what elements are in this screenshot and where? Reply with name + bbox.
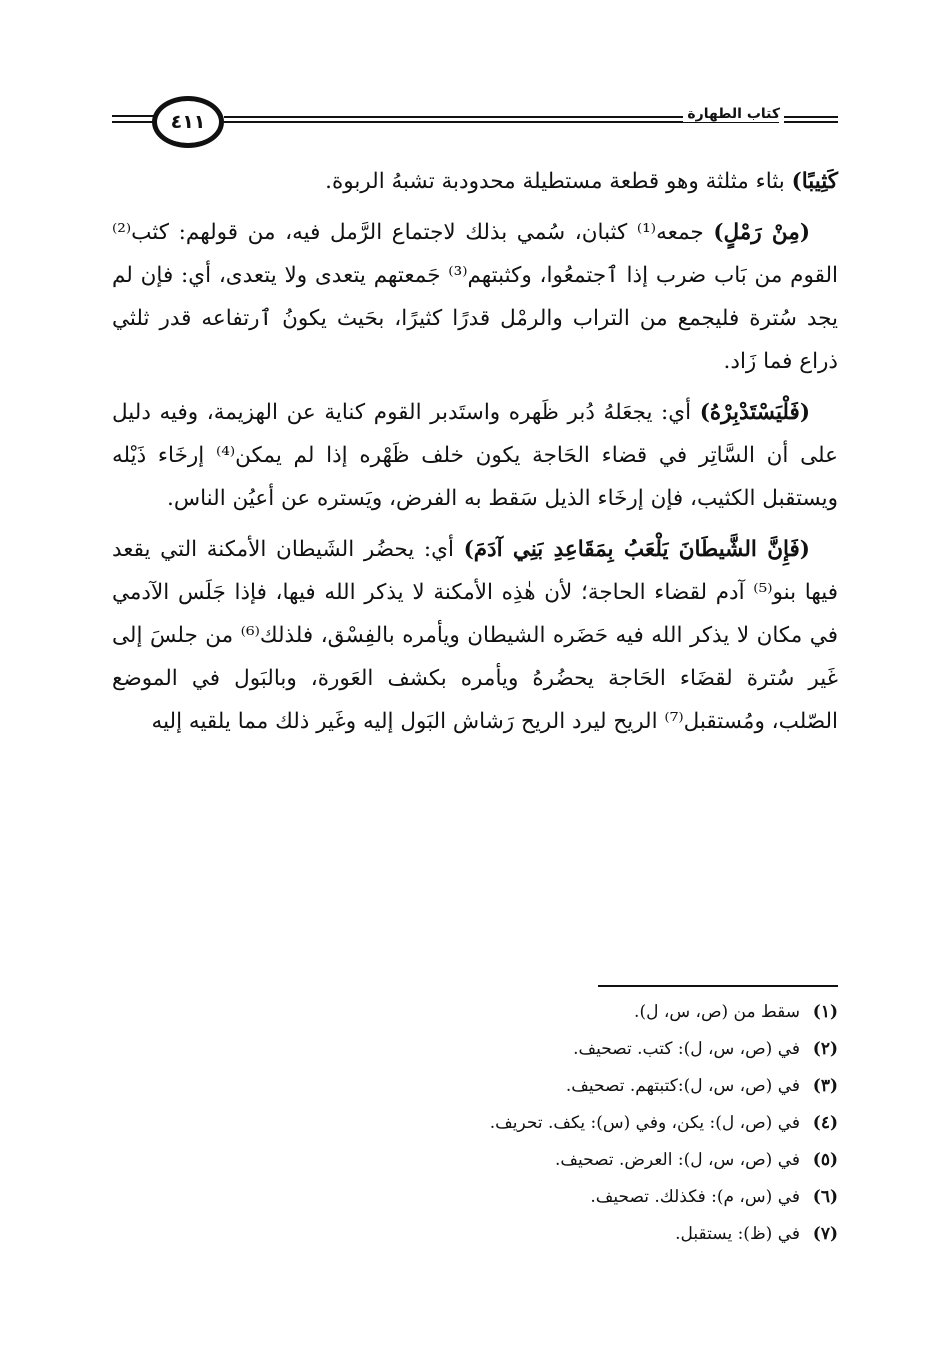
main-text bbox=[112, 160, 838, 751]
paragraph-3-text: أي: يجعَلهُ دُبر ظَهره واستَدبر القوم كناية عن الهزيمة، وفيه دليل على أن السَّاتِر في قضاء الحَاجة يكون خلف ظَهْره إذا لم يمكن⁽⁴⁾ إرخَاء ذَيْله ويستقبل الكثيب، فإن إرخَاء الذيل سَقط به الفرض، ويَستره عن أعيُن الناس. bbox=[112, 400, 838, 511]
page-number-oval bbox=[152, 96, 224, 148]
footnote-text: في (س، م): فكذلك. تصحيف. bbox=[590, 1187, 800, 1207]
footnote-number: (٢) bbox=[812, 1039, 838, 1059]
paragraph-1-text: بثاء مثلثة وهو قطعة مستطيلة محدودبة تشبهُ الربوة. bbox=[325, 169, 792, 194]
lemma-1: كَثِيبًا) bbox=[791, 169, 838, 194]
paragraph-4 bbox=[112, 528, 838, 743]
footnote-number: (٤) bbox=[812, 1113, 838, 1133]
footnotes bbox=[300, 994, 838, 1253]
header-rule-right bbox=[784, 116, 838, 123]
lemma-4: (فَإِنَّ الشَّيطَانَ يَلْعَبُ بِمَقَاعِدِ بَنِي آدَمَ) bbox=[463, 537, 810, 562]
footnote-3 bbox=[300, 1068, 838, 1105]
paragraph-4-text: أي: يحضُر الشَيطان الأمكنة التي يقعد فيها بنو⁽⁵⁾ آدم لقضاء الحاجة؛ لأن هٰذِه الأمكنة لا يذكر الله فيها، فإذا جَلَس الآدمي في مكان لا يذكر الله فيه حَضَره الشيطان ويأمره بالفِسْق، فلذلك⁽⁶⁾ من جلسَ إلى غَير سُترة لقضَاء الحَاجة يحضُرهُ ويأمره بكشف العَورة، وبالبَول في الموضع الصّلب، ومُستقبل⁽⁷⁾ الريح ليرد الريح رَشاش البَول إليه وغَير ذلك مما يلقيه إليه bbox=[112, 537, 839, 734]
footnote-2 bbox=[300, 1031, 838, 1068]
footnote-number: (٥) bbox=[812, 1150, 838, 1170]
lemma-3: (فَلْيَسْتَدْبِرْهُ) bbox=[699, 400, 810, 425]
page-header bbox=[112, 96, 838, 160]
footnote-6 bbox=[300, 1179, 838, 1216]
footnote-text: في (ص، س، ل): كتب. تصحيف. bbox=[573, 1039, 800, 1059]
footnote-number: (٧) bbox=[812, 1224, 838, 1244]
running-title: كتاب الطهارة bbox=[683, 106, 784, 122]
footnote-text: في (ص، س، ل): العرض. تصحيف. bbox=[555, 1150, 800, 1170]
footnote-text: في (ص، س، ل):كتبتهم. تصحيف. bbox=[565, 1076, 800, 1096]
page-number: ٤١١ bbox=[170, 111, 206, 133]
paragraph-1 bbox=[112, 160, 838, 203]
footnote-4 bbox=[300, 1105, 838, 1142]
paragraph-2 bbox=[112, 211, 838, 383]
footnote-text: في (ص، ل): يكن، وفي (س): يكف. تحريف. bbox=[489, 1113, 800, 1133]
footnote-text: سقط من (ص، س، ل). bbox=[634, 1002, 800, 1022]
footnote-7 bbox=[300, 1216, 838, 1253]
footnote-number: (٣) bbox=[812, 1076, 838, 1096]
footnote-1 bbox=[300, 994, 838, 1031]
footnote-text: في (ظ): يستقبل. bbox=[675, 1224, 800, 1244]
footnote-number: (٦) bbox=[812, 1187, 838, 1207]
paragraph-2-text: جمعه⁽¹⁾ كثبان، سُمي بذلك لاجتماع الرَّمل فيه، من قولهم: كثب⁽²⁾ القوم من بَاب ضرب إذا ٱجتمعُوا، وكثبتهم⁽³⁾ جَمعتهم يتعدى ولا يتعدى، أي: فإن لم يجد سُترة فليجمع من التراب والرمْل قدرًا كثيرًا، بحَيث يكونُ ٱرتفاعه قدر ثلثي ذراع فما زَاد. bbox=[112, 220, 838, 374]
paragraph-3 bbox=[112, 391, 838, 520]
footnote-separator bbox=[598, 985, 838, 987]
footnote-number: (١) bbox=[812, 1002, 838, 1022]
lemma-2: (مِنْ رَمْلٍ) bbox=[713, 220, 810, 245]
header-rule-left bbox=[112, 115, 154, 123]
footnote-5 bbox=[300, 1142, 838, 1179]
